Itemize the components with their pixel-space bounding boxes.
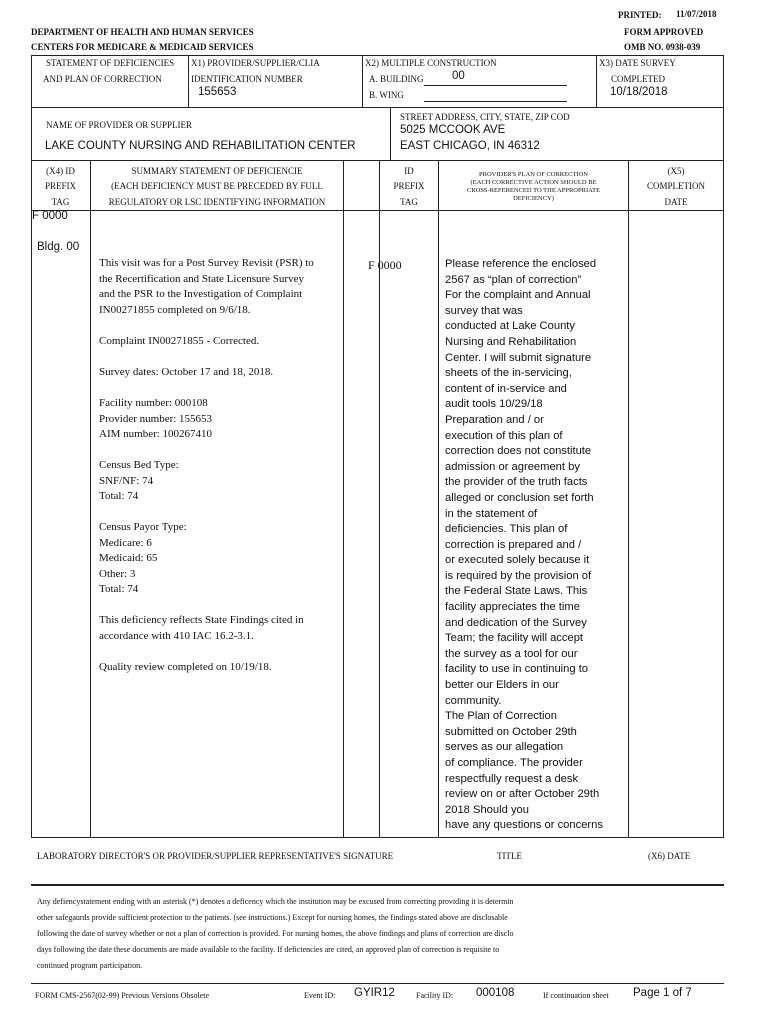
poc-line: the survey as a tool for our [445, 647, 578, 660]
signature-label: LABORATORY DIRECTOR'S OR PROVIDER/SUPPLIER REPRESENTATIVE'S SIGNATURE [37, 851, 394, 861]
wing-label: B. WING [369, 90, 404, 100]
summary-line: Complaint IN00271855 - Corrected. [99, 335, 260, 347]
page-number: Page 1 of 7 [633, 987, 692, 999]
omb-number: OMB NO. 0938-039 [624, 42, 701, 52]
x2-label: X2) MULTIPLE CONSTRUCTION [365, 58, 497, 68]
survey-date: 10/18/2018 [610, 86, 668, 98]
summary-line: Total: 74 [99, 583, 139, 596]
department-name: DEPARTMENT OF HEALTH AND HUMAN SERVICES [31, 27, 254, 37]
poc-line: audit tools 10/29/18 [445, 398, 543, 411]
plan-of-correction-text [445, 257, 603, 834]
summary-line: accordance with 410 IAC 16.2-3.1. [99, 629, 254, 642]
poc-line: submitted on October 29th [445, 725, 577, 738]
poc-line: 2567 as “plan of correction” [445, 273, 582, 286]
x3-label-2: COMPLETED [611, 74, 665, 84]
poc-line: or executed solely because it [445, 554, 590, 567]
x3-divider [596, 55, 597, 107]
x2-divider [362, 55, 363, 107]
summary-line: This deficiency reflects State Findings cited in [99, 614, 304, 626]
x5-header-3: DATE [664, 197, 688, 207]
summary-paragraph-8 [99, 660, 272, 676]
clia-number: 155653 [198, 86, 237, 98]
summary-paragraph-3 [99, 365, 273, 381]
provider-name: LAKE COUNTY NURSING AND REHABILITATION CENTER [45, 140, 356, 152]
event-id-label: Event ID: [304, 991, 336, 1000]
building-tag: Bldg. 00 [37, 241, 80, 253]
summary-line: Medicare: 6 [99, 536, 152, 549]
address-label: STREET ADDRESS, CITY, STATE, ZIP COD [400, 112, 570, 122]
summary-line: Census Bed Type: [99, 459, 179, 471]
statement-label-1: STATEMENT OF DEFICIENCIES [46, 58, 175, 68]
poc-header-2: (EACH CORRECTIVE ACTION SHOULD BE [470, 179, 597, 186]
summary-paragraph-7 [99, 613, 304, 644]
facility-id-value: 000108 [476, 987, 515, 999]
summary-line: This visit was for a Post Survey Revisit (PSR) to [99, 257, 314, 269]
poc-line: better our Elders in our [445, 679, 559, 692]
summary-paragraph-2 [99, 334, 259, 350]
summary-line: and the PSR to the Investigation of Complaint [99, 288, 303, 301]
disclaimer-line: Any defiencystatement ending with an asterisk (*) denotes a deficency which the institution may be excused from correcting providing it is determin [37, 897, 514, 906]
poc-header-3: CROSS-REFERENCED TO THE APPROPRIATE [466, 187, 601, 194]
disclaimer-line: days following the date these documents are made available to the facility. If deficiencies are cited, an approved plan of correction is requisite to [37, 945, 500, 954]
id-header-2: PREFIX [393, 181, 425, 191]
summary-paragraph-6 [99, 520, 187, 598]
title-label: TITLE [497, 851, 522, 861]
x1-label-1: X1) PROVIDER/SUPPLIER/CLIA [191, 58, 320, 68]
x6-date-label: (X6) DATE [648, 851, 691, 861]
poc-line: Center. I will submit signature [445, 351, 592, 364]
col-divider-5 [628, 160, 629, 837]
poc-line: The Plan of Correction [445, 710, 557, 723]
poc-line: 2018 Should you [445, 803, 529, 816]
right-border [723, 55, 724, 837]
poc-line: and dedication of the Survey [445, 616, 587, 629]
summary-line: Survey dates: October 17 and 18, 2018. [99, 366, 274, 378]
table-bottom-rule [31, 837, 724, 838]
poc-line: sheets of the in-servicing, [445, 367, 572, 380]
x1-label-2: IDENTIFICATION NUMBER [191, 74, 303, 84]
summary-line: Provider number: 155653 [99, 412, 213, 425]
poc-line: content of in-service and [445, 382, 567, 395]
summary-paragraph-1 [99, 256, 314, 318]
address-line-2: EAST CHICAGO, IN 46312 [400, 140, 540, 152]
summary-paragraph-5 [99, 458, 179, 505]
poc-line: serves as our allegation [445, 741, 564, 754]
poc-line: facility appreciates the time [445, 601, 580, 614]
address-divider [390, 107, 391, 160]
header-mid-rule [31, 107, 724, 108]
wing-underline [424, 101, 567, 102]
x5-header-2: COMPLETION [647, 181, 705, 191]
signature-rule [31, 884, 724, 886]
building-underline [424, 85, 567, 86]
x3-label-1: X3) DATE SURVEY [599, 58, 676, 68]
poc-line: admission or agreement by [445, 460, 580, 473]
x4-header-1: (X4) ID [46, 166, 75, 176]
poc-line: Team; the facility will accept [445, 632, 584, 645]
x4-header-3: TAG [51, 197, 70, 207]
col-divider-4 [438, 160, 439, 837]
poc-line: community. [445, 694, 502, 707]
poc-line: alleged or conclusion set forth [445, 491, 594, 504]
summary-header-2: (EACH DEFICIENCY MUST BE PRECEDED BY FULL [111, 181, 323, 191]
x4-header-2: PREFIX [44, 181, 76, 191]
poc-line: the Federal State Laws. This [445, 585, 588, 598]
poc-line: have any questions or concerns [445, 819, 603, 832]
poc-line: survey that was [445, 304, 523, 317]
form-number: FORM CMS-2567(02-99) Previous Versions Obsolete [35, 991, 210, 1000]
poc-line: correction does not constitute [445, 445, 592, 458]
summary-header-1: SUMMARY STATEMENT OF DEFICIENCIE [131, 166, 303, 176]
summary-paragraph-4 [99, 396, 212, 443]
printed-label: PRINTED: [618, 10, 662, 20]
poc-line: in the statement of [445, 507, 538, 520]
poc-line: For the complaint and Annual [445, 289, 591, 302]
poc-line: deficiencies. This plan of [445, 523, 568, 536]
x5-header-1: (X5) [667, 166, 685, 176]
summary-line: Total: 74 [99, 490, 139, 503]
event-id-value: GYIR12 [354, 987, 395, 999]
header-top-rule [31, 55, 724, 56]
continuation-label: If continuation sheet [543, 991, 609, 1000]
poc-line: of compliance. The provider [445, 757, 583, 769]
poc-line: respectfully request a desk [445, 772, 579, 785]
col-divider-1 [90, 160, 91, 837]
summary-line: Quality review completed on 10/19/18. [99, 661, 272, 673]
x1-divider [188, 55, 189, 107]
poc-line: review on or after October 29th [445, 788, 600, 801]
centers-name: CENTERS FOR MEDICARE & MEDICAID SERVICES [31, 42, 254, 52]
provider-label: NAME OF PROVIDER OR SUPPLIER [46, 120, 193, 130]
poc-line: the provider of the truth facts [445, 476, 588, 489]
summary-line: SNF/NF: 74 [99, 474, 154, 487]
disclaimer-line: other safegaurds provide sufficient protection to the patients. (see instructions.) Except for nursing homes, the findings stated above are disclosable [37, 913, 508, 922]
summary-line: Facility number: 000108 [99, 397, 208, 409]
deficiency-tag-left: F 0000 [32, 210, 68, 222]
id-header-3: TAG [400, 197, 418, 207]
disclaimer-line: continued program participation. [37, 961, 143, 970]
summary-line: IN00271855 completed on 9/6/18. [99, 303, 251, 316]
header-bottom-rule [31, 160, 724, 161]
poc-line: execution of this plan of [445, 429, 563, 442]
summary-line: Census Payor Type: [99, 521, 187, 533]
poc-line: Preparation and / or [445, 413, 544, 426]
summary-line: the Recertification and State Licensure Survey [99, 272, 304, 285]
col-divider-2 [343, 160, 344, 837]
poc-line: conducted at Lake County [445, 320, 575, 333]
form-approved: FORM APPROVED [624, 27, 704, 37]
summary-line: AIM number: 100267410 [99, 428, 213, 441]
summary-line: Medicaid: 65 [99, 552, 158, 565]
poc-line: Nursing and Rehabilitation [445, 335, 577, 348]
footer-rule [31, 983, 724, 984]
poc-header-4: DEFICIENCY) [513, 195, 554, 202]
building-value: 00 [452, 70, 465, 82]
printed-date: 11/07/2018 [676, 9, 717, 19]
poc-line: is required by the provision of [445, 569, 592, 582]
poc-line: facility to use in continuing to [445, 663, 589, 676]
poc-header-1: PROVIDER'S PLAN OF CORRECTION [479, 171, 588, 178]
summary-header-3: REGULATORY OR LSC IDENTIFYING INFORMATION [108, 197, 326, 207]
column-header-rule [31, 210, 724, 211]
poc-line: correction is prepared and / [445, 538, 582, 551]
statement-label-2: AND PLAN OF CORRECTION [43, 74, 162, 84]
deficiency-tag-right: F 0000 [368, 258, 402, 272]
id-header-1: ID [404, 166, 414, 176]
building-label: A. BUILDING [369, 74, 424, 84]
facility-id-label: Facility ID: [416, 991, 454, 1000]
summary-line: Other: 3 [99, 567, 136, 580]
disclaimer-line: following the date of survey whether or not a plan of correction is provided. For nursing homes, the above findings and plans of correction are disclo [37, 929, 514, 938]
poc-line: Please reference the enclosed [445, 258, 597, 270]
address-line-1: 5025 MCCOOK AVE [400, 124, 506, 136]
